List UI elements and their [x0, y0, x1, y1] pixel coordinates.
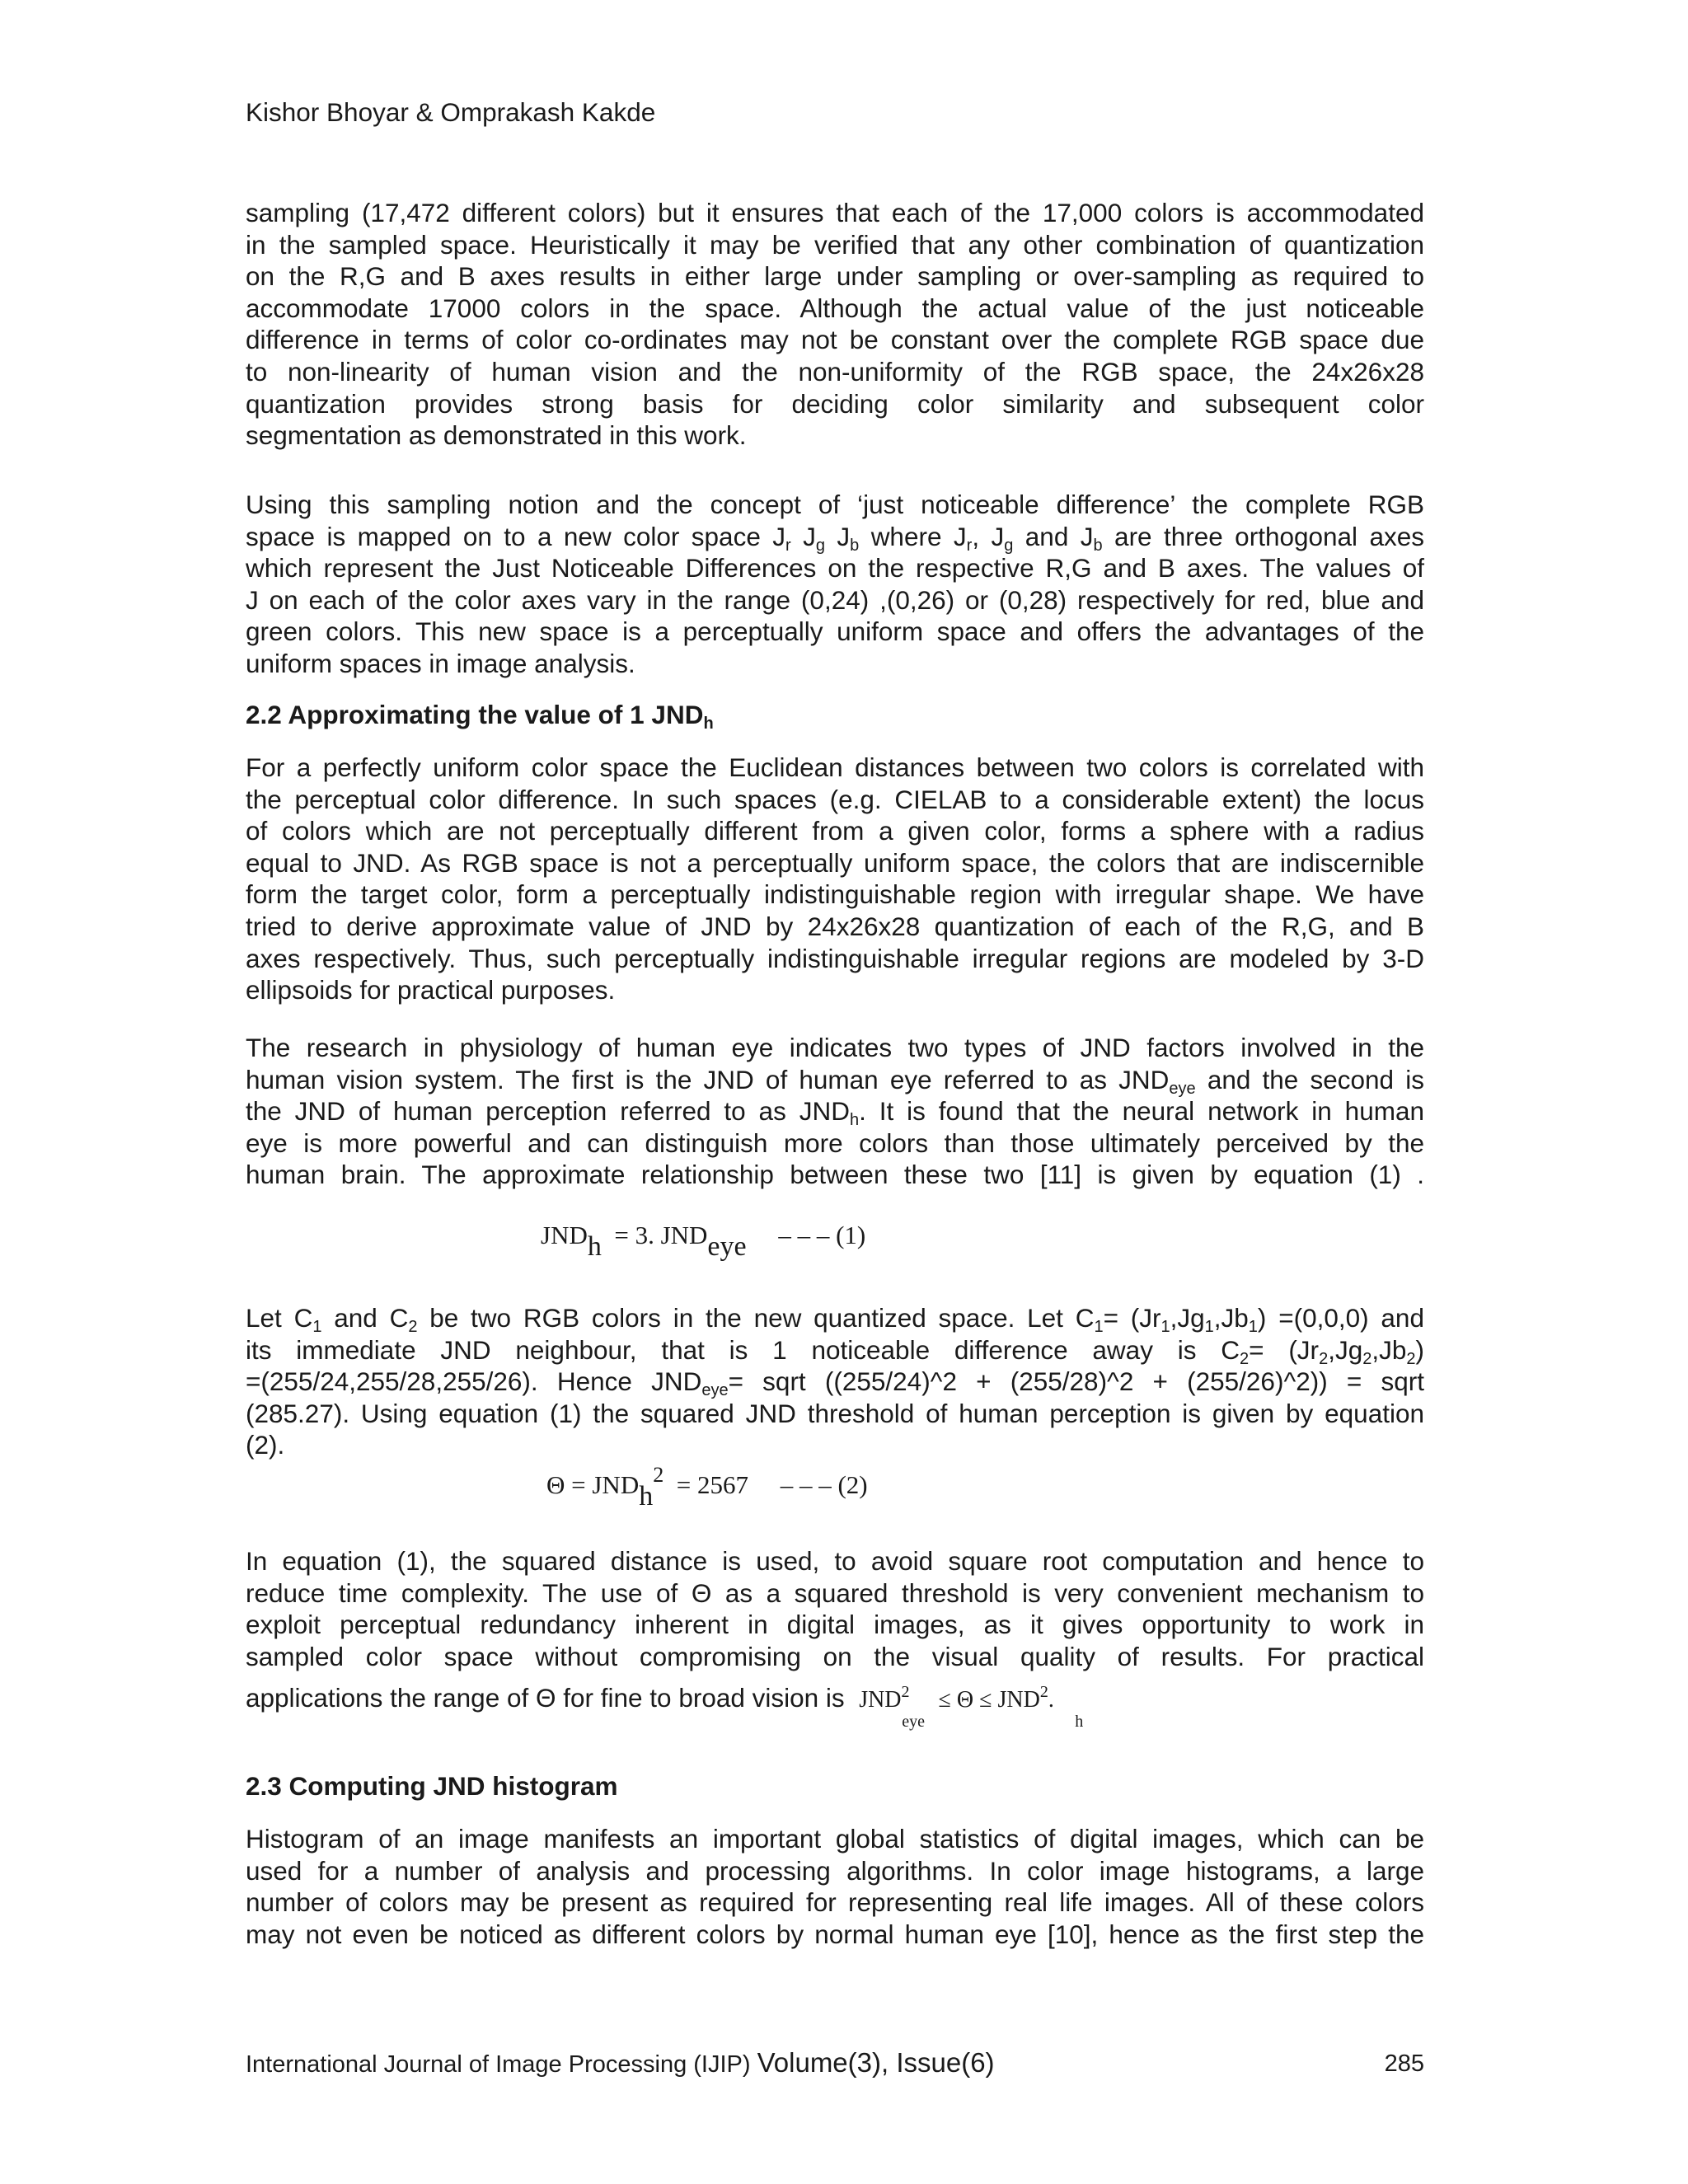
text-line: In equation (1), the squared distance is used, to avoid square root computation and hence to [246, 1546, 1424, 1576]
text-line: uniform spaces in image analysis. [246, 648, 635, 678]
text-line: may not even be noticed as different colors by normal human eye [10], hence as the first step the [246, 1919, 1424, 1949]
text-line: space is mapped on to a new color space $J_r$ $J_g$ $J_b$ where $J_r$, $J_g$ and $J_b$ are three orthogonal axes [246, 521, 1425, 555]
text-line: (285.27). Using equation (1) the squared JND threshold of human perception is given by equation [246, 1398, 1424, 1428]
text-line: The research in physiology of human eye indicates two types of JND factors involved in the [246, 1033, 1424, 1062]
text-line: =(255/24,255/28,255/26). Hence $JND_{eye}=$ sqrt ((255/24)^2 + (255/28)^2 + (255/26)^2)) = sqrt [246, 1366, 1424, 1400]
section-heading-2-2: 2.2 Approximating the value of 1 $JND_h$ [246, 700, 714, 733]
text-line: of colors which are not perceptually different from a given color, forms a sphere with a radius [246, 816, 1424, 846]
running-header: Kishor Bhoyar & Omprakash Kakde [246, 97, 656, 127]
paragraph-uniform-space [246, 752, 1424, 1006]
section-heading-2-3: 2.3 Computing JND histogram [246, 1771, 618, 1801]
paragraph-jnd-factors [246, 1032, 1424, 1191]
text-line: sampling (17,472 different colors) but it ensures that each of the 17,000 colors is accommodated [246, 198, 1424, 227]
text-line: form the target color, form a perceptually indistinguishable region with irregular shape. We have [246, 879, 1424, 910]
text-line: to non-linearity of human vision and the non-uniformity of the RGB space, the 24x26x28 [246, 356, 1424, 387]
text-line: sampled color space without compromising on the visual quality of results. For practical [246, 1641, 1424, 1671]
text-line: segmentation as demonstrated in this work. [246, 420, 747, 451]
equation-2: Θ = JNDh$^2$ = 2567 – – – (2) [546, 1463, 868, 1511]
text-line: the perceptual color difference. In such spaces (e.g. CIELAB to a considerable extent) the locus [246, 784, 1424, 814]
paragraph-squared-distance [246, 1545, 1424, 1732]
text-line: Let $C_1$ and $C_2$ be two RGB colors in the new quantized space. Let $C_1= (Jr_1,Jg_1,Jb_1) =(0,0,0)$ and [246, 1303, 1424, 1336]
text-line: tried to derive approximate value of JND by 24x26x28 quantization of each of the R,G, and B [246, 911, 1424, 941]
paragraph-rgb-colors [246, 1302, 1424, 1461]
text-line: green colors. This new space is a perceptually uniform space and offers the advantages of the [246, 616, 1424, 647]
paragraph-histogram [246, 1823, 1424, 1950]
text-line: its immediate JND neighbour, that is 1 noticeable difference away is $C_2= (Jr_2,Jg_2,Jb_2)$ [246, 1334, 1424, 1368]
text-line: exploit perceptual redundancy inherent in digital images, as it gives opportunity to work in [246, 1610, 1424, 1640]
text-line: on the R,G and B axes results in either large under sampling or over-sampling as required to [246, 261, 1424, 292]
text-line: equal to JND. As RGB space is not a perceptually uniform space, the colors that are indiscernible [246, 847, 1424, 878]
inequality: JND$^2$ eye ≤ $\Theta \le JND^2$ h . [859, 1683, 1084, 1732]
text-line: applications the range of Θ for fine to broad vision is JND$^2$ eye ≤ $\Theta \le JND^2$ h . [246, 1683, 1084, 1732]
text-line: the JND of human perception referred to as $JND_h$. It is found that the neural network in human [246, 1096, 1424, 1130]
text-line: difference in terms of color co-ordinates may not be constant over the complete RGB space due [246, 325, 1424, 355]
text-line: used for a number of analysis and processing algorithms. In color image histograms, a large [246, 1855, 1424, 1886]
text-line: For a perfectly uniform color space the Euclidean distances between two colors is correlated with [246, 752, 1424, 782]
page-footer [246, 2047, 1424, 2079]
text-line: quantization provides strong basis for deciding color similarity and subsequent color [246, 388, 1424, 419]
text-line: ellipsoids for practical purposes. [246, 975, 616, 1005]
text-line: eye is more powerful and can distinguish more colors than those ultimately perceived by the [246, 1127, 1424, 1158]
text-line: axes respectively. Thus, such perceptually indistinguishable irregular regions are modeled by 3-D [246, 943, 1424, 973]
paragraph-sampling [246, 197, 1424, 452]
text-line: number of colors may be present as required for representing real life images. All of these colors [246, 1887, 1424, 1918]
text-line: Using this sampling notion and the concept of ‘just noticeable difference’ the complete RGB [246, 490, 1424, 519]
paragraph-jnd-space [246, 489, 1424, 680]
text-line: in the sampled space. Heuristically it may be verified that any other combination of quantization [246, 229, 1424, 260]
equation-1: JNDh = 3. JNDeye – – – (1) [541, 1221, 866, 1262]
text-line: Histogram of an image manifests an important global statistics of digital images, which can be [246, 1824, 1424, 1854]
text-line: (2). [246, 1430, 285, 1460]
text-line: reduce time complexity. The use of Θ as a squared threshold is very convenient mechanism to [246, 1577, 1424, 1608]
journal-name: International Journal of Image Processing (IJIP) [246, 2051, 751, 2078]
text-line: accommodate 17000 colors in the space. Although the actual value of the just noticeable [246, 293, 1424, 323]
text-line: human vision system. The first is the JND of human eye referred to as $JND_{eye}$ and the second is [246, 1064, 1424, 1098]
page-number: 285 [1384, 2050, 1424, 2077]
text-line: J on each of the color axes vary in the range (0,24) ,(0,26) or (0,28) respectively for red, blue and [246, 584, 1424, 615]
text-line: human brain. The approximate relationship between these two [11] is given by equation (1) . [246, 1160, 1424, 1190]
journal-volume: Volume(3), Issue(6) [757, 2047, 995, 2078]
text-line: which represent the Just Noticeable Differences on the respective R,G and B axes. The values of [246, 553, 1424, 583]
